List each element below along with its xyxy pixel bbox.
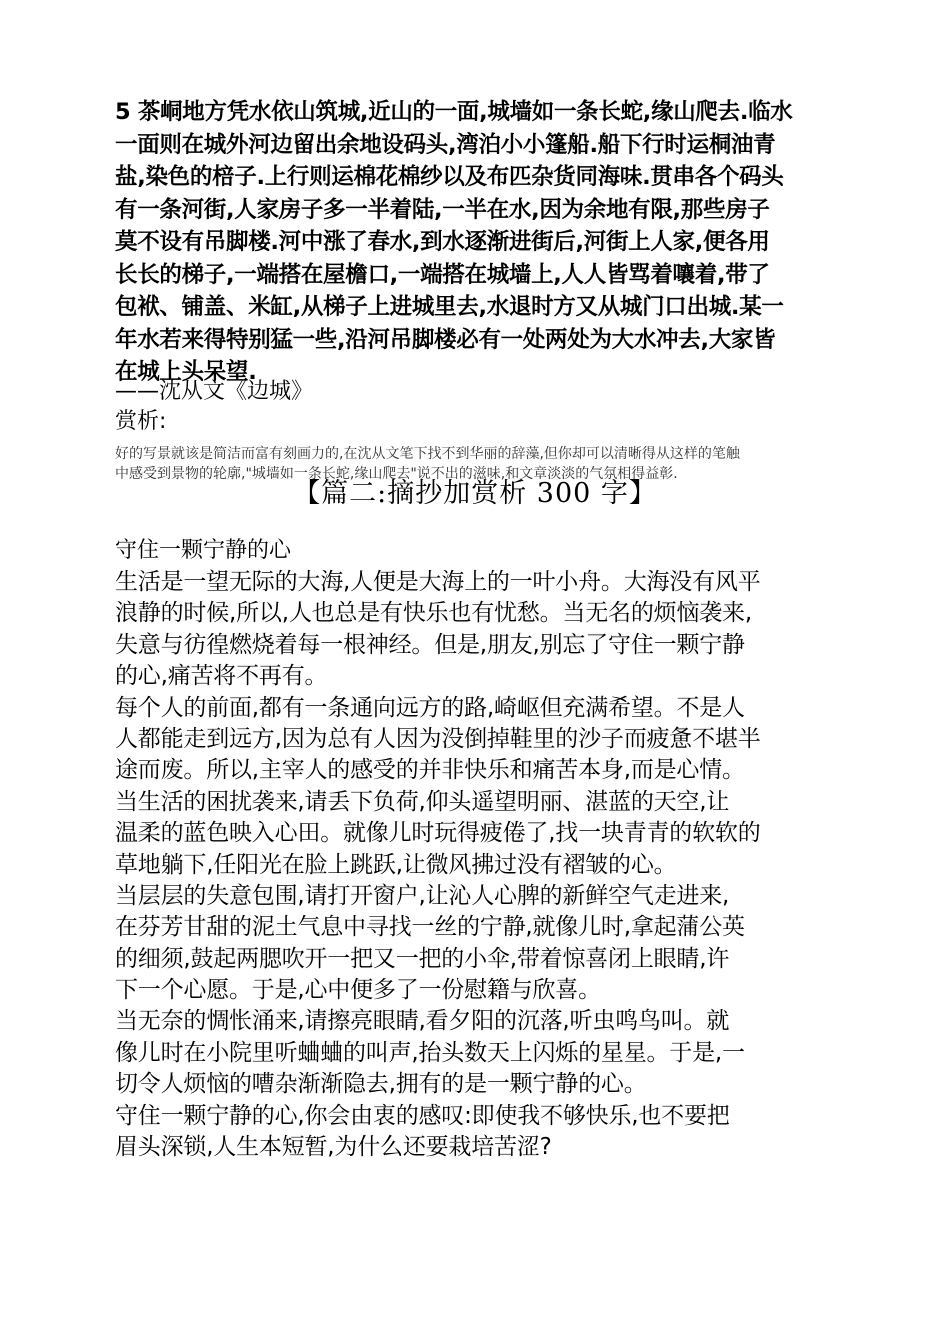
essay-line: 草地躺下,任阳光在脸上跳跃,让微风拂过没有褶皱的心。 <box>115 851 677 878</box>
essay-line: 在芬芳甘甜的泥土气息中寻找一丝的宁静,就像儿时,拿起蒲公英 <box>115 914 745 941</box>
essay-line: 切令人烦恼的嘈杂渐渐隐去,拥有的是一颗宁静的心。 <box>115 1071 647 1098</box>
passage-line: 盐,染色的棓子.上行则运棉花棉纱以及布匹杂货同海味.贯串各个码头 <box>115 164 784 190</box>
essay-line: 浪静的时候,所以,人也总是有快乐也有忧愁。当无名的烦恼袭来, <box>115 600 752 627</box>
appreciation-line: 好的写景就该是简洁而富有刻画力的,在沈从文笔下找不到华丽的辞藻,但你却可以清晰得从这样的笔触 <box>115 446 740 462</box>
passage-line: 有一条河街,人家房子多一半着陆,一半在水,因为余地有限,那些房子 <box>115 196 770 223</box>
appreciation-label: 赏析: <box>115 409 167 434</box>
passage-line: 在城上头呆望. <box>115 359 257 385</box>
essay-line: 生活是一望无际的大海,人便是大海上的一叶小舟。大海没有风平 <box>115 569 761 595</box>
passage-line: 包袱、铺盖、米缸,从梯子上进城里去,水退时方又从城门口出城.某一 <box>115 294 784 320</box>
essay-line: 的心,痛苦将不再有。 <box>115 663 328 690</box>
essay-line: 当无奈的惆怅涌来,请擦亮眼睛,看夕阳的沉落,听虫鸣鸟叫。就 <box>115 1008 730 1035</box>
essay-line: 每个人的前面,都有一条通向远方的路,崎岖但充满希望。不是人 <box>115 694 745 721</box>
passage-line: 长长的梯子,一端搭在屋檐口,一端搭在城墙上,人人皆骂着嚷着,带了 <box>115 261 770 288</box>
essay-line: 下一个心愿。于是,心中便多了一份慰籍与欣喜。 <box>115 977 601 1004</box>
essay-line: 眉头深锁,人生本短暂,为什么还要栽培苦涩? <box>115 1134 552 1161</box>
essay-line: 失意与彷徨燃烧着每一根神经。但是,朋友,别忘了守住一颗宁静 <box>115 631 745 658</box>
passage-line: 一面则在城外河边留出余地设码头,湾泊小小篷船.船下行时运桐油青 <box>115 131 776 158</box>
essay-line: 的细须,鼓起两腮吹开一把又一把的小伞,带着惊喜闭上眼睛,许 <box>115 945 730 972</box>
section-heading: 【篇二:摘抄加赏析 300 字】 <box>293 478 657 509</box>
appreciation-line: 中感受到景物的轮廓,"城墙如一条长蛇,缘山爬去"说不出的滋味,和文章淡淡的气氛相得益彰. <box>115 466 678 482</box>
essay-line: 途而废。所以,主宰人的感受的并非快乐和痛苦本身,而是心情。 <box>115 757 745 784</box>
passage-line: 5 茶峒地方凭水依山筑城,近山的一面,城墙如一条长蛇,缘山爬去.临水 <box>115 99 793 125</box>
passage-line: 莫不设有吊脚楼.河中涨了春水,到水逐渐进街后,河街上人家,便各用 <box>115 229 770 255</box>
essay-line: 当层层的失意包围,请打开窗户,让沁人心脾的新鲜空气走进来, <box>115 882 730 909</box>
essay-line: 像儿时在小院里听蛐蛐的叫声,抬头数天上闪烁的星星。于是,一 <box>115 1039 745 1066</box>
passage-attribution: ——沈从文《边城》 <box>115 379 314 404</box>
essay-line: 温柔的蓝色映入心田。就像儿时玩得疲倦了,找一块青青的软软的 <box>115 820 761 847</box>
essay-body <box>115 567 845 1163</box>
essay-title: 守住一颗宁静的心 <box>115 538 292 563</box>
essay-line: 守住一颗宁静的心,你会由衷的感叹:即使我不够快乐,也不要把 <box>115 1102 730 1129</box>
essay-line: 当生活的困扰袭来,请丢下负荷,仰头遥望明丽、湛蓝的天空,让 <box>115 788 730 815</box>
passage-line: 年水若来得特别猛一些,沿河吊脚楼必有一处两处为大水冲去,大家皆 <box>115 326 776 353</box>
essay-line: 人都能走到远方,因为总有人因为没倒掉鞋里的沙子而疲惫不堪半 <box>115 725 761 752</box>
passage-bian-cheng <box>115 96 845 389</box>
